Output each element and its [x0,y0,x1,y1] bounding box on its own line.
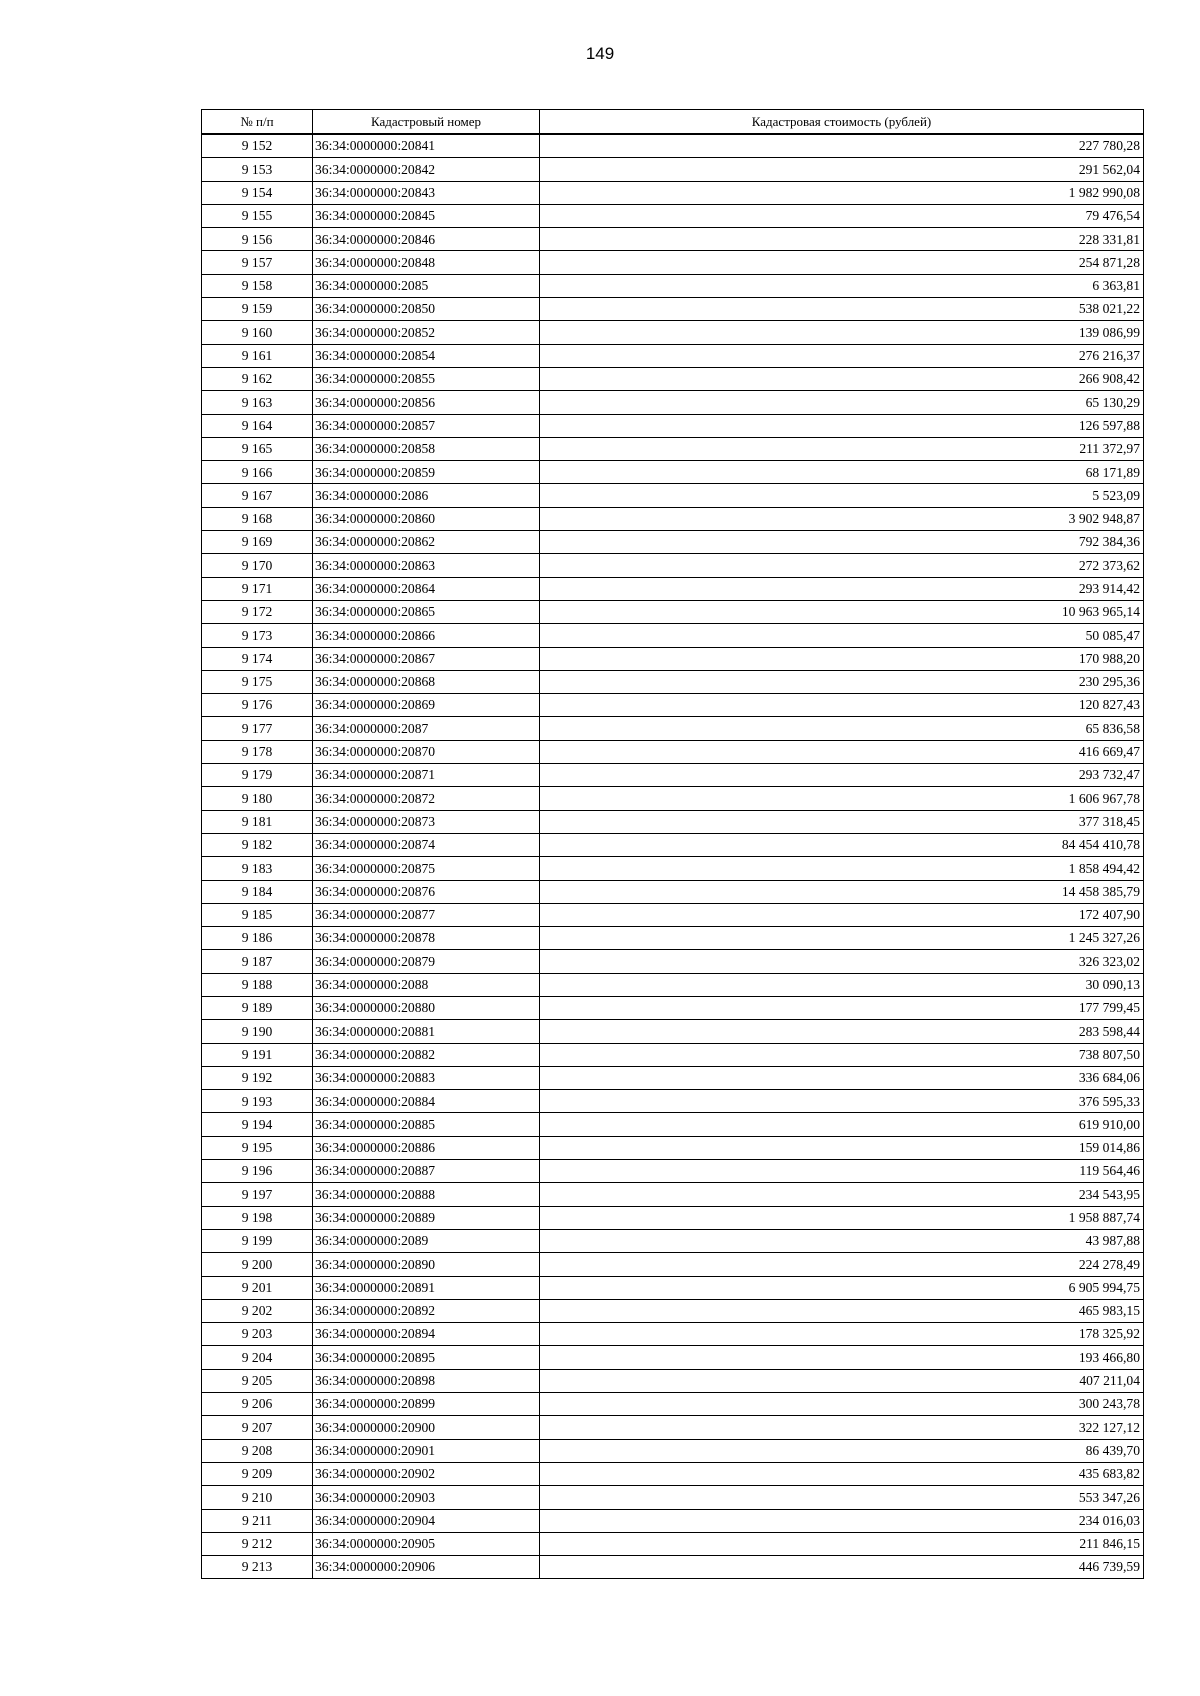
table-row [202,996,1144,1019]
table-row [202,1346,1144,1369]
cadastral-value: 68 171,89 [540,461,1144,484]
row-number: 9 197 [202,1183,313,1206]
table-row [202,414,1144,437]
table-row [202,251,1144,274]
table-row [202,1113,1144,1136]
table-row [202,1229,1144,1252]
table-row [202,694,1144,717]
cadastral-value: 65 130,29 [540,391,1144,414]
table-row [202,181,1144,204]
table-row [202,228,1144,251]
row-number: 9 175 [202,670,313,693]
cadastral-value: 293 914,42 [540,577,1144,600]
row-number: 9 187 [202,950,313,973]
row-number: 9 155 [202,204,313,227]
table-row [202,950,1144,973]
cadastral-number: 36:34:0000000:20875 [313,857,540,880]
cadastral-number: 36:34:0000000:2089 [313,1229,540,1252]
cadastral-value: 14 458 385,79 [540,880,1144,903]
cadastral-number: 36:34:0000000:20881 [313,1020,540,1043]
cadastral-number: 36:34:0000000:20854 [313,344,540,367]
table-row [202,531,1144,554]
cadastral-number: 36:34:0000000:20898 [313,1369,540,1392]
row-number: 9 198 [202,1206,313,1229]
cadastral-value: 5 523,09 [540,484,1144,507]
table-row [202,624,1144,647]
cadastral-value: 553 347,26 [540,1486,1144,1509]
table-row [202,1439,1144,1462]
cadastral-number: 36:34:0000000:20850 [313,298,540,321]
row-number: 9 176 [202,694,313,717]
table-row [202,484,1144,507]
row-number: 9 210 [202,1486,313,1509]
cadastral-number: 36:34:0000000:20869 [313,694,540,717]
page-number: 149 [585,44,615,63]
table-row [202,764,1144,787]
cadastral-value: 435 683,82 [540,1462,1144,1485]
row-number: 9 181 [202,810,313,833]
row-number: 9 171 [202,577,313,600]
table-row [202,670,1144,693]
cadastral-value: 211 846,15 [540,1532,1144,1555]
cadastral-number: 36:34:0000000:20866 [313,624,540,647]
cadastral-number: 36:34:0000000:20878 [313,927,540,950]
cadastral-value: 276 216,37 [540,344,1144,367]
table-row [202,298,1144,321]
row-number: 9 199 [202,1229,313,1252]
cadastral-value: 254 871,28 [540,251,1144,274]
cadastral-value: 465 983,15 [540,1299,1144,1322]
table-row [202,600,1144,623]
cadastral-value: 293 732,47 [540,764,1144,787]
row-number: 9 152 [202,134,313,158]
table-row [202,1043,1144,1066]
table-row [202,1020,1144,1043]
table-row [202,554,1144,577]
table-row [202,321,1144,344]
cadastral-number: 36:34:0000000:20889 [313,1206,540,1229]
table-row [202,880,1144,903]
header-cadastral-number: Кадастровый номер [313,110,540,135]
cadastral-value: 3 902 948,87 [540,507,1144,530]
cadastral-number: 36:34:0000000:20845 [313,204,540,227]
table-row [202,1416,1144,1439]
cadastral-number: 36:34:0000000:20904 [313,1509,540,1532]
row-number: 9 189 [202,996,313,1019]
row-number: 9 204 [202,1346,313,1369]
row-number: 9 202 [202,1299,313,1322]
table-row [202,903,1144,926]
row-number: 9 164 [202,414,313,437]
cadastral-number: 36:34:0000000:20885 [313,1113,540,1136]
table-row [202,134,1144,158]
cadastral-value: 227 780,28 [540,134,1144,158]
cadastral-number: 36:34:0000000:20891 [313,1276,540,1299]
cadastral-number: 36:34:0000000:20874 [313,833,540,856]
cadastral-value: 6 905 994,75 [540,1276,1144,1299]
table-body [202,134,1144,1579]
cadastral-value: 1 606 967,78 [540,787,1144,810]
cadastral-number: 36:34:0000000:20873 [313,810,540,833]
cadastral-number: 36:34:0000000:20862 [313,531,540,554]
row-number: 9 213 [202,1556,313,1579]
cadastral-value: 30 090,13 [540,973,1144,996]
row-number: 9 162 [202,367,313,390]
row-number: 9 172 [202,600,313,623]
row-number: 9 160 [202,321,313,344]
row-number: 9 205 [202,1369,313,1392]
cadastral-value: 1 982 990,08 [540,181,1144,204]
cadastral-number: 36:34:0000000:20890 [313,1253,540,1276]
table-row [202,740,1144,763]
cadastral-value: 228 331,81 [540,228,1144,251]
cadastral-number: 36:34:0000000:2085 [313,274,540,297]
cadastral-number: 36:34:0000000:20882 [313,1043,540,1066]
table-row [202,973,1144,996]
row-number: 9 180 [202,787,313,810]
cadastral-value: 407 211,04 [540,1369,1144,1392]
row-number: 9 156 [202,228,313,251]
table-row [202,857,1144,880]
cadastral-number: 36:34:0000000:20883 [313,1066,540,1089]
cadastral-number: 36:34:0000000:2086 [313,484,540,507]
row-number: 9 193 [202,1090,313,1113]
cadastral-value: 1 958 887,74 [540,1206,1144,1229]
table-row [202,1276,1144,1299]
cadastral-number: 36:34:0000000:20888 [313,1183,540,1206]
table-row [202,1066,1144,1089]
cadastral-value: 272 373,62 [540,554,1144,577]
table-row [202,810,1144,833]
cadastral-value: 119 564,46 [540,1160,1144,1183]
table-row [202,647,1144,670]
row-number: 9 168 [202,507,313,530]
table-row [202,344,1144,367]
table-row [202,437,1144,460]
cadastral-value: 50 085,47 [540,624,1144,647]
row-number: 9 190 [202,1020,313,1043]
row-number: 9 157 [202,251,313,274]
cadastral-value: 1 245 327,26 [540,927,1144,950]
cadastral-value: 792 384,36 [540,531,1144,554]
cadastral-value: 326 323,02 [540,950,1144,973]
cadastral-value: 6 363,81 [540,274,1144,297]
cadastral-number: 36:34:0000000:20870 [313,740,540,763]
row-number: 9 182 [202,833,313,856]
table-row [202,461,1144,484]
cadastral-value: 283 598,44 [540,1020,1144,1043]
cadastral-number: 36:34:0000000:20848 [313,251,540,274]
row-number: 9 207 [202,1416,313,1439]
table-row [202,367,1144,390]
cadastral-number: 36:34:0000000:20903 [313,1486,540,1509]
table-row [202,717,1144,740]
row-number: 9 166 [202,461,313,484]
row-number: 9 196 [202,1160,313,1183]
table-row [202,158,1144,181]
cadastral-value: 65 836,58 [540,717,1144,740]
row-number: 9 159 [202,298,313,321]
cadastral-value: 79 476,54 [540,204,1144,227]
cadastral-value: 538 021,22 [540,298,1144,321]
cadastral-value: 376 595,33 [540,1090,1144,1113]
table-row [202,1323,1144,1346]
table-row [202,577,1144,600]
cadastral-number: 36:34:0000000:20864 [313,577,540,600]
cadastral-number: 36:34:0000000:20887 [313,1160,540,1183]
cadastral-value: 177 799,45 [540,996,1144,1019]
table-row [202,1160,1144,1183]
row-number: 9 203 [202,1323,313,1346]
table-row [202,204,1144,227]
cadastral-number: 36:34:0000000:2087 [313,717,540,740]
row-number: 9 201 [202,1276,313,1299]
row-number: 9 206 [202,1393,313,1416]
cadastral-number: 36:34:0000000:20895 [313,1346,540,1369]
table-row [202,833,1144,856]
cadastral-value: 230 295,36 [540,670,1144,693]
row-number: 9 200 [202,1253,313,1276]
cadastral-number: 36:34:0000000:20857 [313,414,540,437]
row-number: 9 186 [202,927,313,950]
cadastral-value: 377 318,45 [540,810,1144,833]
cadastral-value: 10 963 965,14 [540,600,1144,623]
cadastral-number: 36:34:0000000:20902 [313,1462,540,1485]
row-number: 9 188 [202,973,313,996]
row-number: 9 209 [202,1462,313,1485]
row-number: 9 195 [202,1136,313,1159]
table-row [202,1253,1144,1276]
row-number: 9 192 [202,1066,313,1089]
table-row [202,1090,1144,1113]
cadastral-number: 36:34:0000000:20884 [313,1090,540,1113]
cadastral-value: 234 543,95 [540,1183,1144,1206]
table-row [202,787,1144,810]
cadastral-number: 36:34:0000000:20876 [313,880,540,903]
row-number: 9 211 [202,1509,313,1532]
row-number: 9 161 [202,344,313,367]
cadastral-number: 36:34:0000000:20846 [313,228,540,251]
table-row [202,274,1144,297]
cadastral-value: 266 908,42 [540,367,1144,390]
row-number: 9 158 [202,274,313,297]
header-row [202,110,1144,135]
cadastral-value: 416 669,47 [540,740,1144,763]
row-number: 9 154 [202,181,313,204]
table-row [202,1299,1144,1322]
cadastral-value: 234 016,03 [540,1509,1144,1532]
cadastral-number: 36:34:0000000:20867 [313,647,540,670]
cadastral-number: 36:34:0000000:20905 [313,1532,540,1555]
row-number: 9 208 [202,1439,313,1462]
cadastral-value: 1 858 494,42 [540,857,1144,880]
cadastral-value: 84 454 410,78 [540,833,1144,856]
row-number: 9 169 [202,531,313,554]
cadastral-number: 36:34:0000000:20859 [313,461,540,484]
row-number: 9 184 [202,880,313,903]
row-number: 9 185 [202,903,313,926]
cadastral-value: 193 466,80 [540,1346,1144,1369]
cadastral-value: 159 014,86 [540,1136,1144,1159]
cadastral-value: 43 987,88 [540,1229,1144,1252]
cadastral-number: 36:34:0000000:20865 [313,600,540,623]
row-number: 9 191 [202,1043,313,1066]
cadastral-number: 36:34:0000000:20879 [313,950,540,973]
row-number: 9 194 [202,1113,313,1136]
cadastral-value: 738 807,50 [540,1043,1144,1066]
table-row [202,507,1144,530]
cadastral-number: 36:34:0000000:20901 [313,1439,540,1462]
cadastral-value: 224 278,49 [540,1253,1144,1276]
table-row [202,1532,1144,1555]
cadastral-number: 36:34:0000000:20886 [313,1136,540,1159]
cadastral-value: 336 684,06 [540,1066,1144,1089]
table-row [202,1486,1144,1509]
row-number: 9 174 [202,647,313,670]
cadastral-number: 36:34:0000000:20868 [313,670,540,693]
cadastral-number: 36:34:0000000:20894 [313,1323,540,1346]
table-row [202,391,1144,414]
cadastral-value: 291 562,04 [540,158,1144,181]
cadastre-table [201,109,1144,1579]
cadastral-value: 120 827,43 [540,694,1144,717]
cadastral-value: 619 910,00 [540,1113,1144,1136]
row-number: 9 170 [202,554,313,577]
table-row [202,1393,1144,1416]
row-number: 9 165 [202,437,313,460]
cadastral-number: 36:34:0000000:20860 [313,507,540,530]
cadastral-number: 36:34:0000000:20871 [313,764,540,787]
table-row [202,1556,1144,1579]
row-number: 9 179 [202,764,313,787]
cadastral-number: 36:34:0000000:20855 [313,367,540,390]
table-row [202,1462,1144,1485]
cadastral-number: 36:34:0000000:20856 [313,391,540,414]
cadastral-value: 139 086,99 [540,321,1144,344]
cadastral-number: 36:34:0000000:2088 [313,973,540,996]
cadastral-number: 36:34:0000000:20863 [313,554,540,577]
cadastral-number: 36:34:0000000:20899 [313,1393,540,1416]
table-row [202,1183,1144,1206]
cadastral-number: 36:34:0000000:20892 [313,1299,540,1322]
cadastral-value: 86 439,70 [540,1439,1144,1462]
row-number: 9 153 [202,158,313,181]
cadastral-value: 322 127,12 [540,1416,1144,1439]
cadastral-value: 172 407,90 [540,903,1144,926]
cadastral-value: 211 372,97 [540,437,1144,460]
row-number: 9 177 [202,717,313,740]
cadastral-number: 36:34:0000000:20843 [313,181,540,204]
cadastral-value: 178 325,92 [540,1323,1144,1346]
cadastral-value: 446 739,59 [540,1556,1144,1579]
table-header [202,110,1144,135]
row-number: 9 212 [202,1532,313,1555]
table-row [202,1369,1144,1392]
header-number: № п/п [202,110,313,135]
cadastral-number: 36:34:0000000:20858 [313,437,540,460]
cadastral-value: 126 597,88 [540,414,1144,437]
table-row [202,1509,1144,1532]
row-number: 9 178 [202,740,313,763]
cadastral-value: 300 243,78 [540,1393,1144,1416]
row-number: 9 183 [202,857,313,880]
table-row [202,1136,1144,1159]
table-row [202,927,1144,950]
cadastral-number: 36:34:0000000:20906 [313,1556,540,1579]
cadastral-number: 36:34:0000000:20841 [313,134,540,158]
cadastral-number: 36:34:0000000:20877 [313,903,540,926]
cadastral-number: 36:34:0000000:20852 [313,321,540,344]
cadastral-number: 36:34:0000000:20872 [313,787,540,810]
cadastral-number: 36:34:0000000:20900 [313,1416,540,1439]
row-number: 9 173 [202,624,313,647]
row-number: 9 163 [202,391,313,414]
cadastral-number: 36:34:0000000:20880 [313,996,540,1019]
row-number: 9 167 [202,484,313,507]
table-row [202,1206,1144,1229]
header-cadastral-value: Кадастровая стоимость (рублей) [540,110,1144,135]
cadastral-number: 36:34:0000000:20842 [313,158,540,181]
cadastral-value: 170 988,20 [540,647,1144,670]
